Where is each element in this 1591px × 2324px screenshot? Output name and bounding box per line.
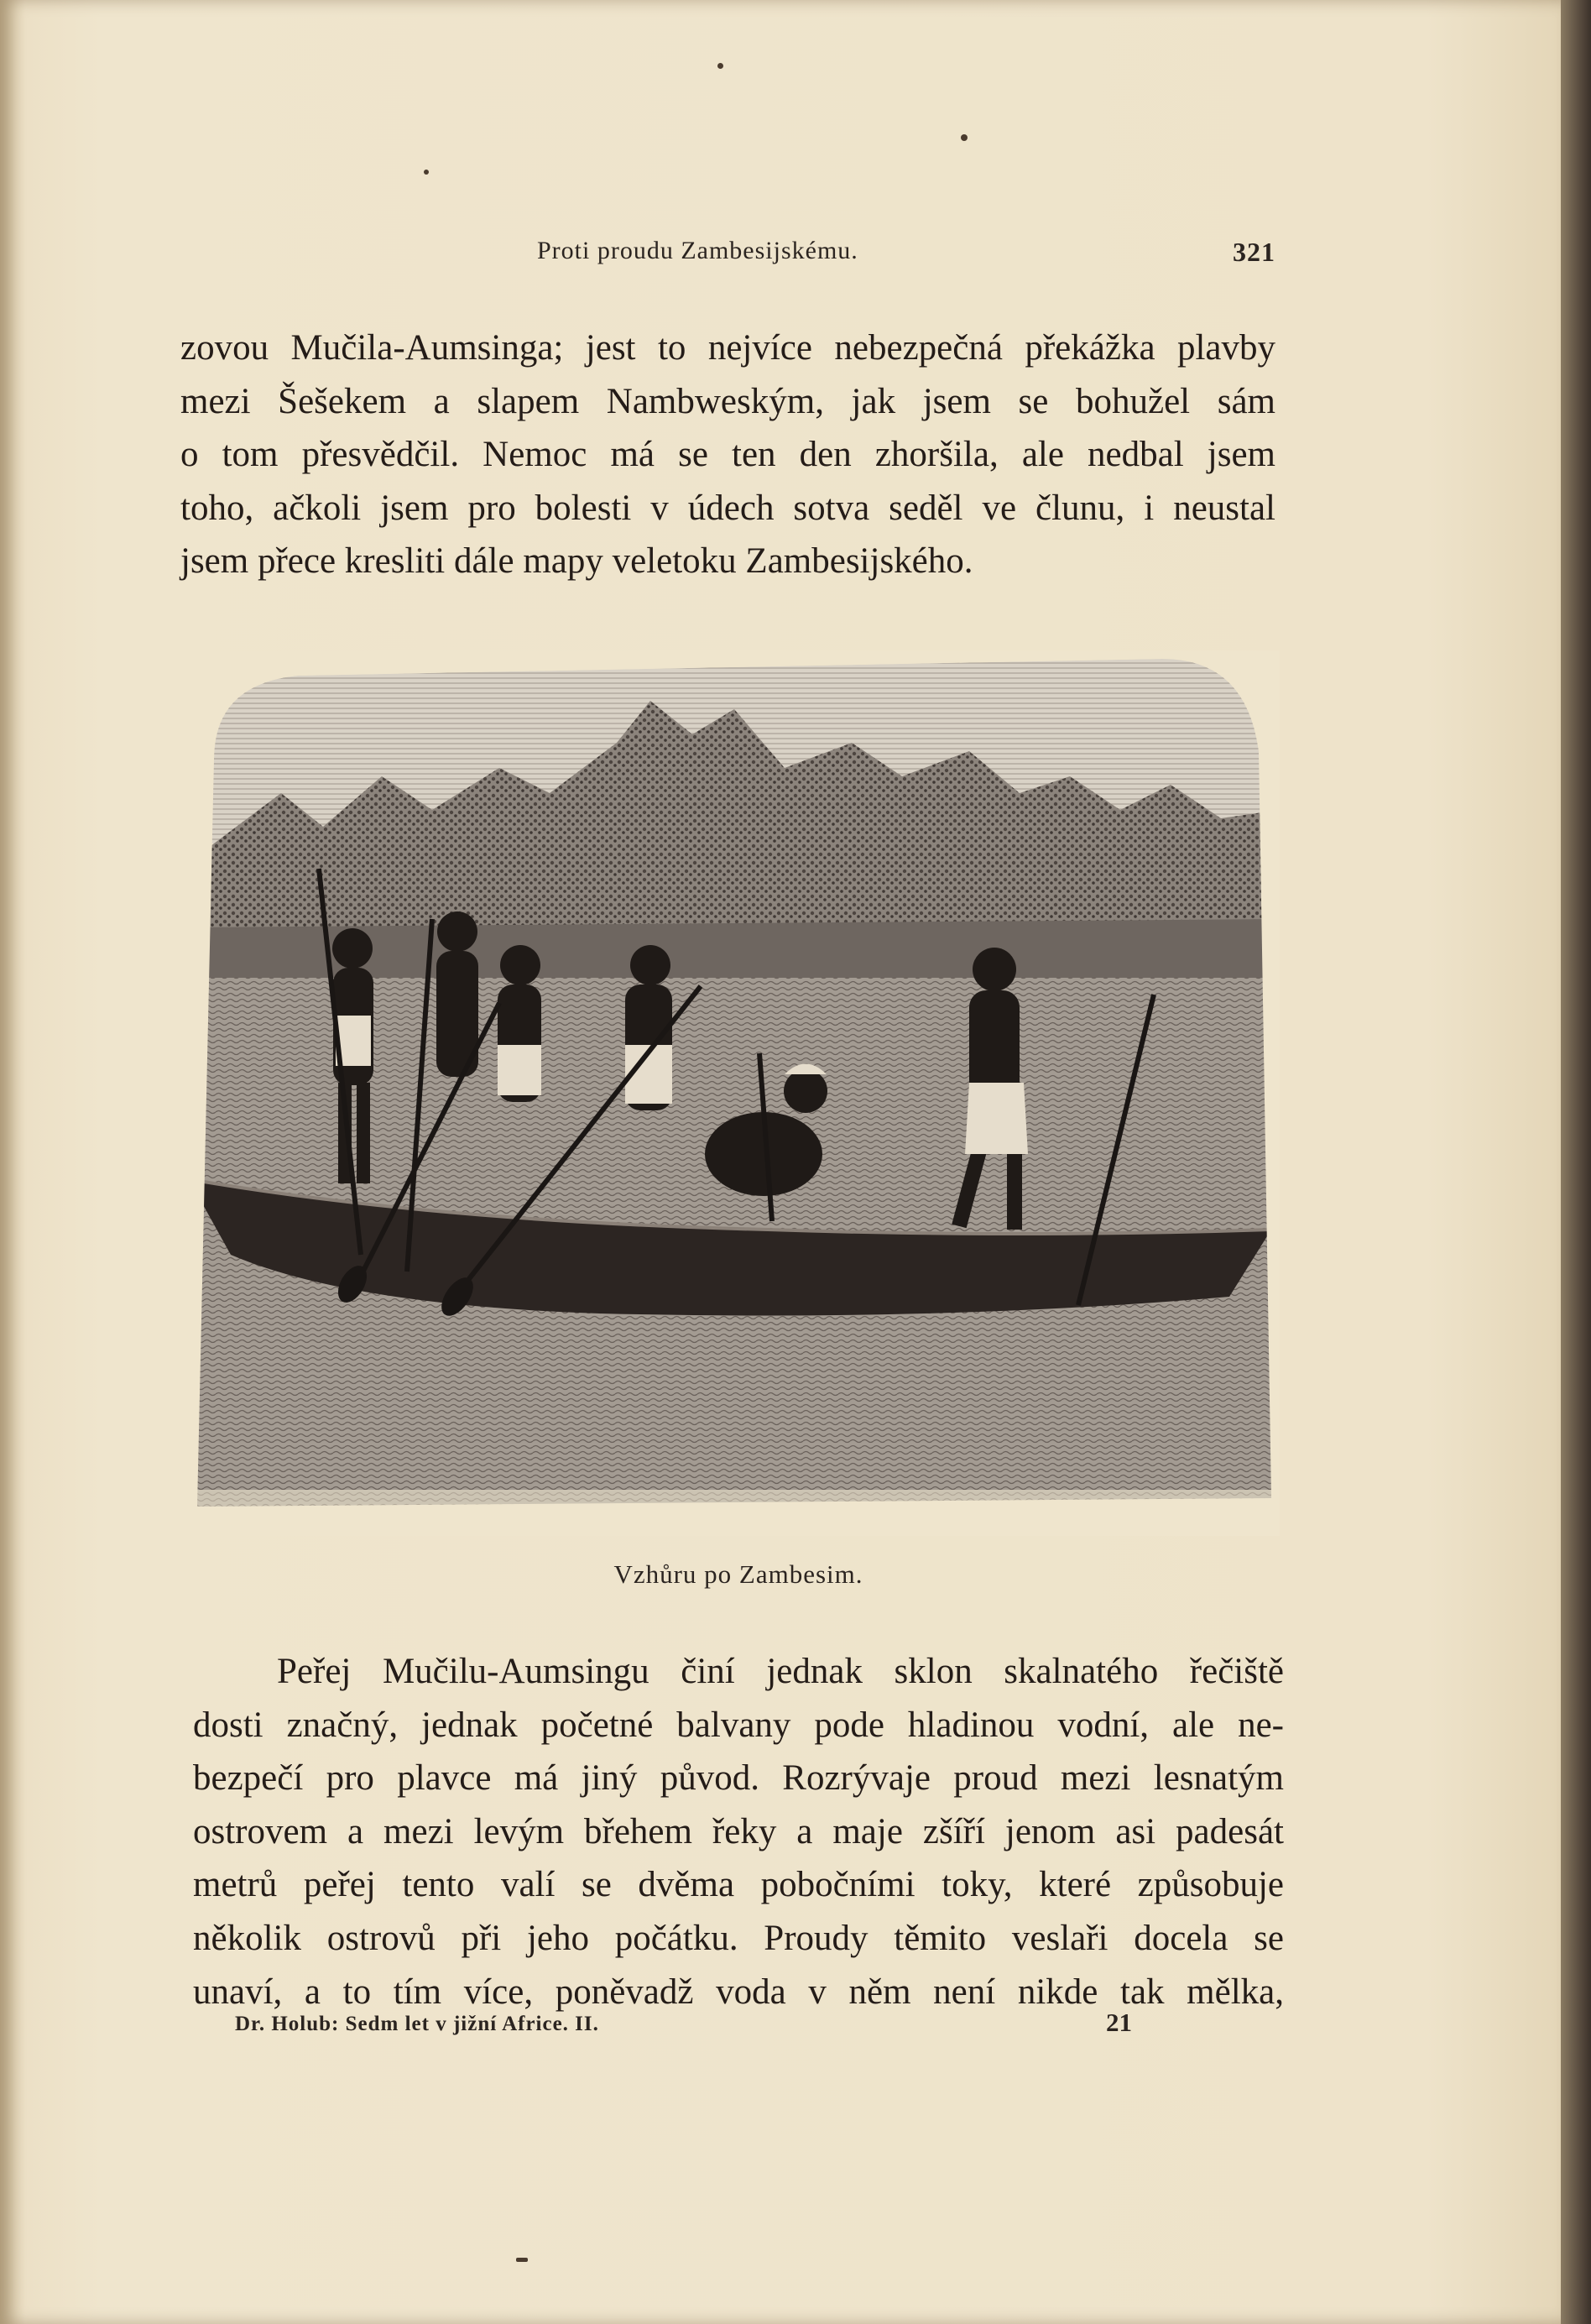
print-speck <box>717 63 723 69</box>
text-line: dosti značný, jednak početné balvany pode hladinou vodní, ale ne- <box>193 1705 1284 1745</box>
text-line: jsem přece kresliti dále mapy veletoku Zambesijského. <box>180 541 973 582</box>
text-line: unaví, a to tím více, poněvadž voda v něm není nikde tak mělka, <box>193 1971 1284 2012</box>
text-line: metrů peřej tento valí se dvěma pobočními toky, které způsobuje <box>193 1865 1284 1905</box>
text-line: Peřej Mučilu-Aumsingu činí jednak sklon skalnatého řečiště <box>277 1652 1284 1691</box>
page-footer <box>235 2008 1158 2046</box>
paragraph-top <box>180 321 1275 588</box>
print-speck <box>516 2258 528 2262</box>
text-line: o tom přesvědčil. Nemoc má se ten den zhoršila, ale nedbal jsem <box>180 435 1275 475</box>
page-edge-shadow <box>1561 0 1591 2324</box>
text-line: mezi Šešekem a slapem Nambweským, jak jsem se bohužel sám <box>180 381 1275 421</box>
page-number: 321 <box>1233 237 1275 267</box>
text-line: bezpečí pro plavce má jiný původ. Rozrývaje proud mezi lesnatým <box>193 1758 1284 1799</box>
text-line: zovou Mučila-Aumsinga; jest to nejvíce nebezpečná překážka plavby <box>180 328 1275 368</box>
figure-caption: Vzhůru po Zambesim. <box>613 1559 863 1589</box>
text-line: ostrovem a mezi levým břehem řeky a maje zšíří jenom asi padesát <box>193 1811 1284 1851</box>
print-speck <box>961 134 968 141</box>
text-line: několik ostrovů při jeho počátku. Proudy těmito veslaři docela se <box>193 1918 1284 1958</box>
sheet-number: 21 <box>1106 2008 1132 2037</box>
text-line: toho, ačkoli jsem pro bolesti v údech sotva seděl ve člunu, i neustal <box>180 488 1275 528</box>
print-speck <box>424 170 429 175</box>
canoe-engraving-image <box>180 650 1280 1536</box>
paragraph-bottom <box>193 1645 1284 2018</box>
running-title: Proti proudu Zambesijskému. <box>537 237 858 264</box>
signature-line: Dr. Holub: Sedm let v jižní Africe. II. <box>235 2013 599 2035</box>
engraving-illustration <box>180 650 1280 1536</box>
page-header <box>185 237 1275 279</box>
